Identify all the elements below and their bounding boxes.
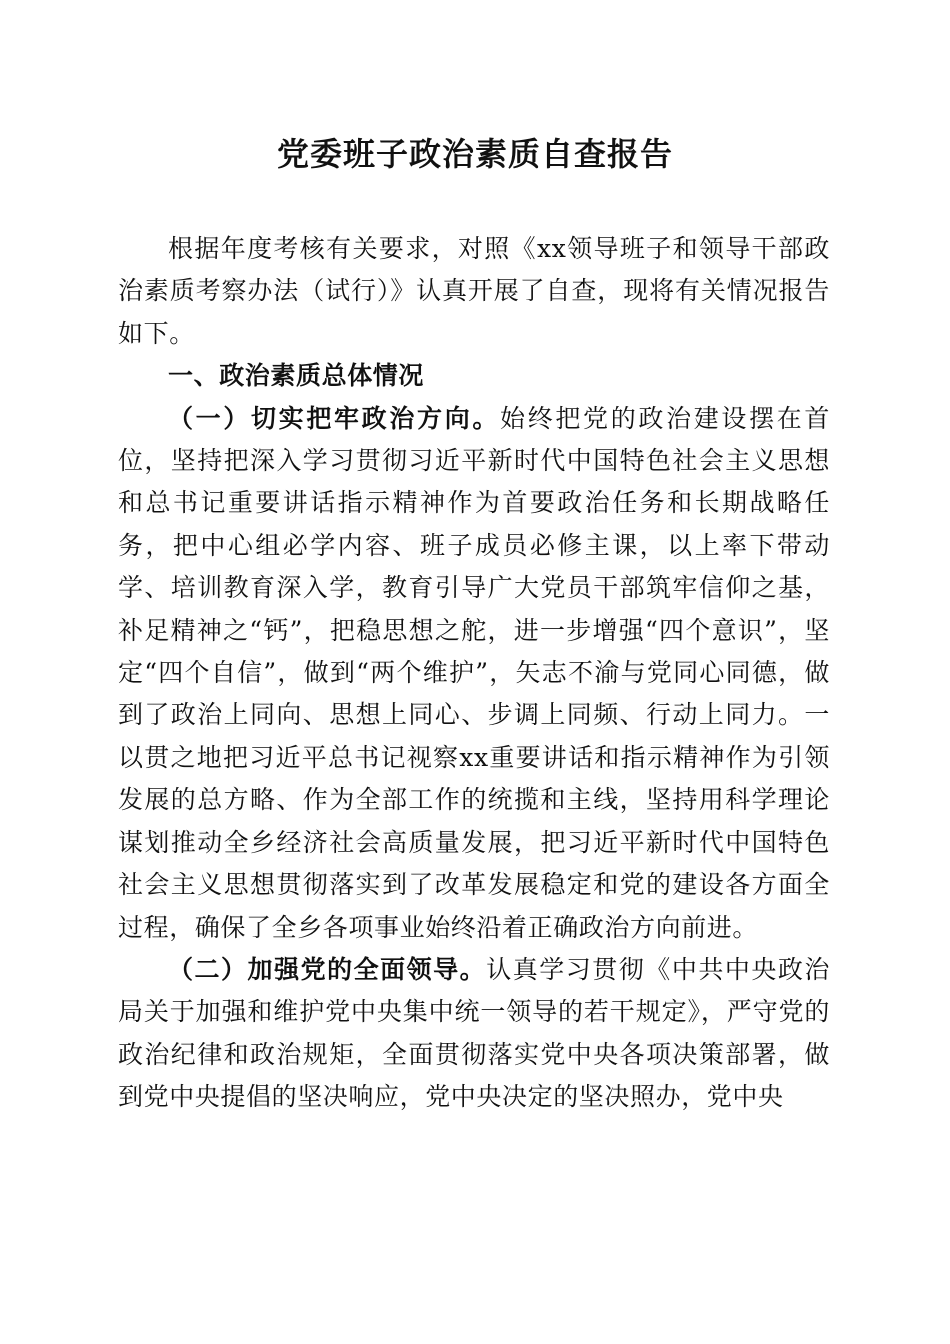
paragraph-two-label: （二）加强党的全面领导。 [168, 954, 487, 984]
document-body [118, 228, 830, 1119]
section-heading: 一、政治素质总体情况 [168, 361, 425, 391]
paragraph-one-text: 始终把党的政治建设摆在首位，坚持把深入学习贯彻习近平新时代中国特色社会主义思想和总书记重要讲话指示精神作为首要政治任务和长期战略任务，把中心组必学内容、班子成员必修主课，以上率下带动学、培训教育深入学，教育引导广大党员干部筑牢信仰之基，补足精神之“钙”，把稳思想之舵，进一步增强“四个意识”，坚定“四个自信”，做到“两个维护”，矢志不渝与党同心同德，做到了政治上同向、思想上同心、步调上同频、行动上同力。一以贯之地把习近平总书记视察xx重要讲话和指示精神作为引领发展的总方略、作为全部工作的统揽和主线，坚持用科学理论谋划推动全乡经济社会高质量发展，把习近平新时代中国特色社会主义思想贯彻落实到了改革发展稳定和党的建设各方面全过程，确保了全乡各项事业始终沿着正确政治方向前进。 [118, 403, 831, 942]
paragraph-one-label: （一）切实把牢政治方向。 [168, 403, 501, 433]
paragraph-one [118, 398, 830, 949]
paragraph-two-text: 认真学习贯彻《中共中央政治局关于加强和维护党中央集中统一领导的若干规定》，严守党的政治纪律和政治规矩，全面贯彻落实党中央各项决策部署，做到党中央提倡的坚决响应，党中央决定的坚决照办，党中央 [118, 954, 830, 1112]
document-title: 党委班子政治素质自查报告 [276, 135, 673, 173]
intro-paragraph: 根据年度考核有关要求，对照《xx领导班子和领导干部政治素质考察办法（试行）》认真开展了自查，现将有关情况报告如下。 [118, 234, 830, 348]
paragraph-two [118, 949, 830, 1119]
